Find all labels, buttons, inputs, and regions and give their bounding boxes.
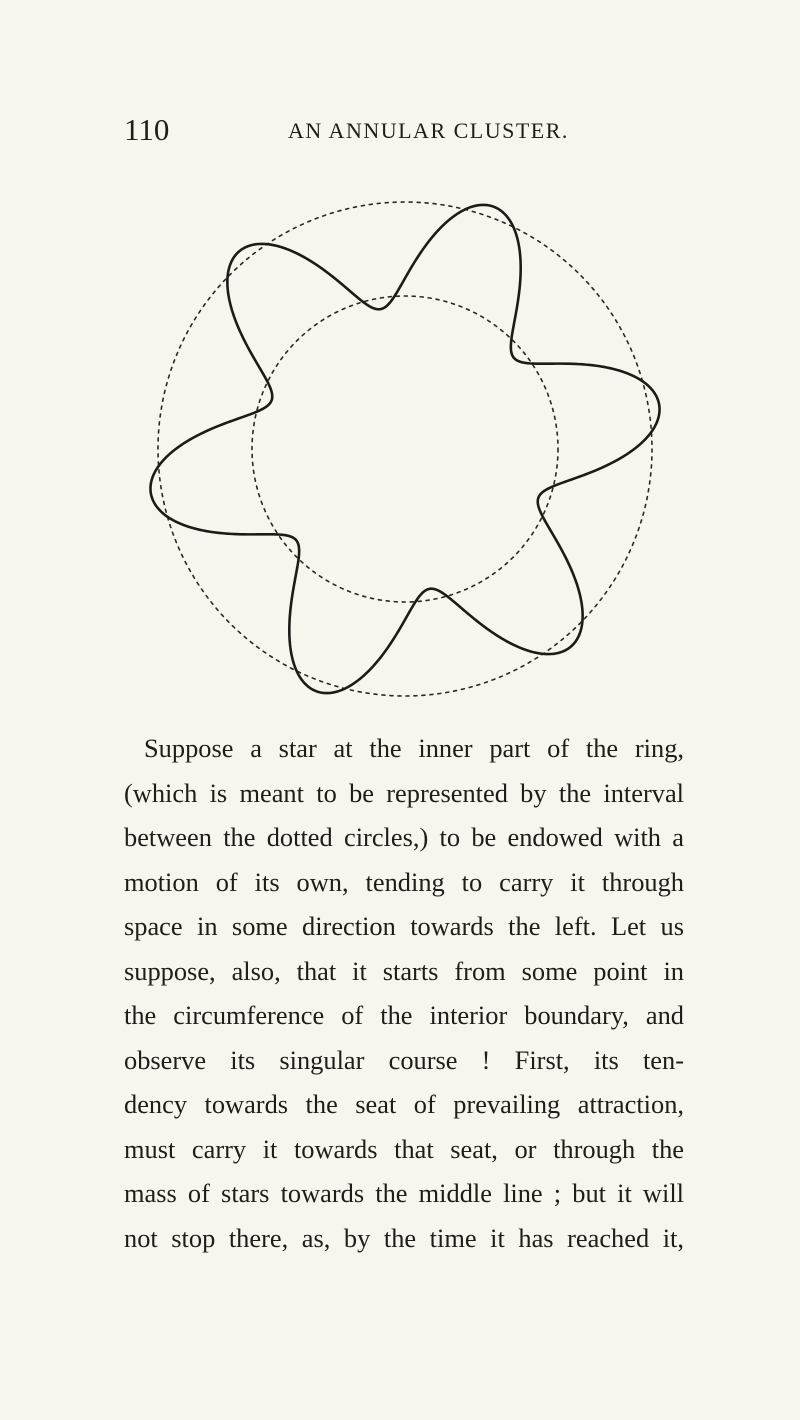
text-line: (which is meant to be represented by the interval — [124, 777, 684, 808]
page-number: 110 — [124, 112, 170, 147]
running-title: AN ANNULAR CLUSTER. — [288, 118, 569, 143]
text-line: the circumference of the interior boundary, and — [124, 1000, 684, 1030]
text-line: space in some direction towards the left. Let us — [124, 911, 684, 941]
text-line: between the dotted circles,) to be endowed with a — [124, 822, 684, 852]
text-line: dency towards the seat of prevailing attraction, — [124, 1089, 684, 1119]
annular-cluster-figure — [0, 190, 800, 720]
text-line: suppose, also, that it starts from some point in — [124, 955, 684, 986]
text-line: not stop there, as, by the time it has reached it, — [124, 1222, 684, 1253]
text-line: must carry it towards that seat, or through the — [124, 1133, 684, 1164]
body-paragraph — [124, 726, 684, 1260]
text-line: observe its singular course ! First, its ten- — [124, 1044, 684, 1075]
text-line: mass of stars towards the middle line ; but it will — [124, 1178, 684, 1208]
text-line: Suppose a star at the inner part of the ring, — [144, 733, 684, 763]
text-line: motion of its own, tending to carry it through — [124, 866, 684, 897]
